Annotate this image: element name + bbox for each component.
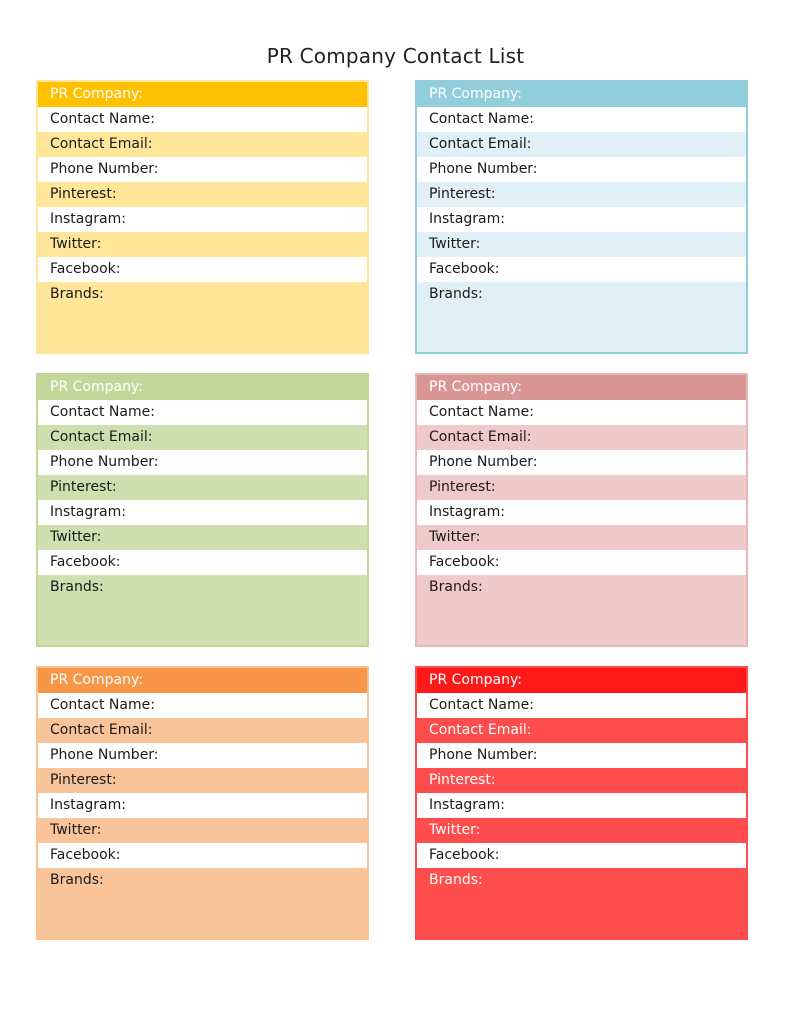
pinterest-field[interactable]: Pinterest:	[38, 475, 367, 500]
phone-number-field[interactable]: Phone Number:	[38, 450, 367, 475]
phone-number-field[interactable]: Phone Number:	[38, 743, 367, 768]
twitter-field[interactable]: Twitter:	[417, 818, 746, 843]
instagram-field[interactable]: Instagram:	[417, 207, 746, 232]
brands-field[interactable]: Brands:	[417, 868, 746, 938]
facebook-field[interactable]: Facebook:	[417, 843, 746, 868]
brands-field[interactable]: Brands:	[417, 575, 746, 645]
pr-company-field[interactable]: PR Company:	[38, 82, 367, 107]
page-title: PR Company Contact List	[266, 44, 525, 68]
pr-company-field[interactable]: PR Company:	[417, 82, 746, 107]
pinterest-field[interactable]: Pinterest:	[417, 182, 746, 207]
pinterest-field[interactable]: Pinterest:	[38, 182, 367, 207]
contact-name-field[interactable]: Contact Name:	[38, 107, 367, 132]
phone-number-field[interactable]: Phone Number:	[417, 450, 746, 475]
twitter-field[interactable]: Twitter:	[38, 818, 367, 843]
contact-card	[415, 666, 748, 940]
phone-number-field[interactable]: Phone Number:	[38, 157, 367, 182]
contact-card	[415, 373, 748, 647]
facebook-field[interactable]: Facebook:	[417, 550, 746, 575]
pinterest-field[interactable]: Pinterest:	[417, 768, 746, 793]
contact-card	[36, 666, 369, 940]
contact-name-field[interactable]: Contact Name:	[417, 693, 746, 718]
brands-field[interactable]: Brands:	[38, 282, 367, 352]
brands-field[interactable]: Brands:	[38, 868, 367, 938]
facebook-field[interactable]: Facebook:	[417, 257, 746, 282]
instagram-field[interactable]: Instagram:	[417, 500, 746, 525]
twitter-field[interactable]: Twitter:	[417, 232, 746, 257]
facebook-field[interactable]: Facebook:	[38, 550, 367, 575]
instagram-field[interactable]: Instagram:	[417, 793, 746, 818]
contact-card	[415, 80, 748, 354]
pr-company-field[interactable]: PR Company:	[417, 375, 746, 400]
contact-name-field[interactable]: Contact Name:	[38, 693, 367, 718]
contact-name-field[interactable]: Contact Name:	[38, 400, 367, 425]
phone-number-field[interactable]: Phone Number:	[417, 743, 746, 768]
contact-name-field[interactable]: Contact Name:	[417, 107, 746, 132]
pr-company-field[interactable]: PR Company:	[417, 668, 746, 693]
contact-card	[36, 80, 369, 354]
twitter-field[interactable]: Twitter:	[38, 525, 367, 550]
contact-name-field[interactable]: Contact Name:	[417, 400, 746, 425]
pr-company-field[interactable]: PR Company:	[38, 375, 367, 400]
instagram-field[interactable]: Instagram:	[38, 500, 367, 525]
brands-field[interactable]: Brands:	[417, 282, 746, 352]
pr-company-field[interactable]: PR Company:	[38, 668, 367, 693]
pinterest-field[interactable]: Pinterest:	[38, 768, 367, 793]
twitter-field[interactable]: Twitter:	[417, 525, 746, 550]
contact-email-field[interactable]: Contact Email:	[38, 425, 367, 450]
contact-email-field[interactable]: Contact Email:	[38, 132, 367, 157]
brands-field[interactable]: Brands:	[38, 575, 367, 645]
twitter-field[interactable]: Twitter:	[38, 232, 367, 257]
facebook-field[interactable]: Facebook:	[38, 257, 367, 282]
contact-email-field[interactable]: Contact Email:	[417, 132, 746, 157]
pinterest-field[interactable]: Pinterest:	[417, 475, 746, 500]
phone-number-field[interactable]: Phone Number:	[417, 157, 746, 182]
contact-email-field[interactable]: Contact Email:	[38, 718, 367, 743]
contact-email-field[interactable]: Contact Email:	[417, 425, 746, 450]
instagram-field[interactable]: Instagram:	[38, 793, 367, 818]
contact-card	[36, 373, 369, 647]
instagram-field[interactable]: Instagram:	[38, 207, 367, 232]
contact-email-field[interactable]: Contact Email:	[417, 718, 746, 743]
facebook-field[interactable]: Facebook:	[38, 843, 367, 868]
